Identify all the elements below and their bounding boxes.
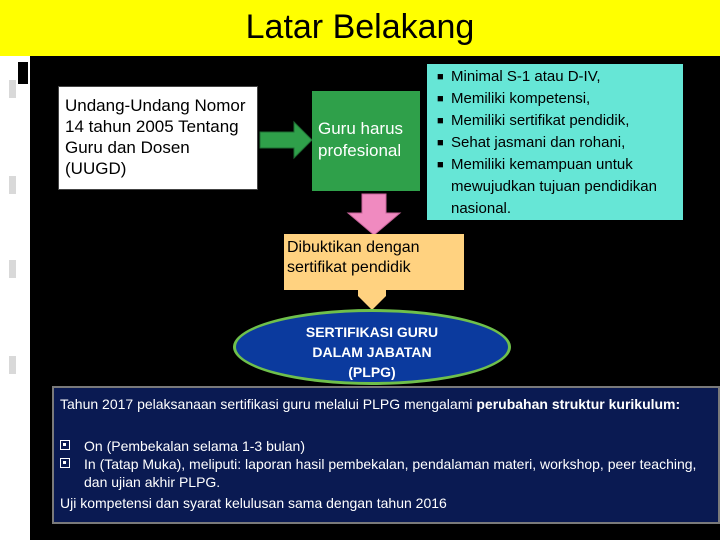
list-item: On (Pembekalan selama 1-3 bulan) — [60, 437, 710, 455]
law-text: Undang-Undang Nomor 14 tahun 2005 Tentang Guru dan Dosen (UUGD) — [65, 96, 246, 178]
curriculum-intro: Tahun 2017 pelaksanaan sertifikasi guru melalui PLPG mengalami perubahan struktur kurikulum: — [60, 396, 681, 412]
bullet-icon: ■ — [437, 71, 444, 83]
list-item: ■ Memiliki kemampuan untuk mewujudkan tujuan pendidikan nasional. — [437, 156, 657, 217]
bullet-icon: ■ — [437, 159, 444, 171]
plpg-ellipse — [233, 309, 511, 385]
guru-box — [312, 91, 420, 191]
arrow-right-icon — [258, 120, 314, 160]
guru-text: Guru harus profesional — [318, 119, 404, 160]
slide-title: Latar Belakang — [245, 8, 475, 46]
curriculum-list — [60, 437, 710, 491]
proof-box — [284, 234, 464, 290]
strip-bar — [9, 80, 16, 98]
accent-block — [18, 62, 28, 84]
requirements-list — [437, 66, 681, 220]
bullet-icon: ■ — [437, 93, 444, 105]
arrow-down-icon — [346, 193, 402, 237]
requirements-box — [427, 64, 683, 220]
checkbox-bullet-icon — [60, 458, 70, 468]
checkbox-bullet-icon — [60, 440, 70, 450]
curriculum-footer: Uji kompetensi dan syarat kelulusan sama dengan tahun 2016 — [60, 495, 447, 511]
list-item: ■ Sehat jasmani dan rohani, — [437, 132, 681, 154]
plpg-label: SERTIFIKASI GURU DALAM JABATAN (PLPG) — [305, 324, 439, 380]
proof-text: Dibuktikan dengan sertifikat pendidik — [287, 239, 420, 276]
list-item: In (Tatap Muka), meliputi: laporan hasil pembekalan, pendalaman materi, workshop, peer teaching, dan ujian akhir PLPG. — [60, 455, 710, 491]
left-decoration-strip — [0, 56, 30, 540]
bullet-icon: ■ — [437, 137, 444, 149]
strip-bar — [9, 176, 16, 194]
strip-bar — [9, 260, 16, 278]
list-item: ■ Minimal S-1 atau D-IV, — [437, 66, 681, 88]
bullet-icon: ■ — [437, 115, 444, 127]
law-box — [58, 86, 258, 190]
list-item: ■ Memiliki sertifikat pendidik, — [437, 110, 681, 132]
curriculum-box — [52, 386, 720, 524]
list-item: ■ Memiliki kompetensi, — [437, 88, 681, 110]
strip-bar — [9, 356, 16, 374]
